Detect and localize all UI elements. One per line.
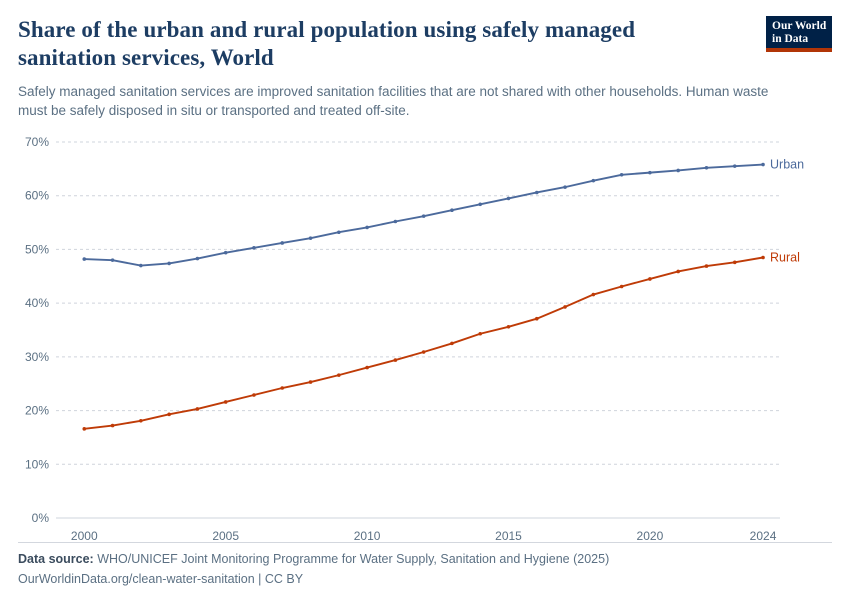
series-line-rural[interactable] [84,258,763,429]
data-point[interactable] [507,197,511,201]
owid-logo-line1: Our World [772,20,827,32]
series-label-rural[interactable]: Rural [770,250,800,265]
data-point[interactable] [280,242,284,246]
x-tick-label: 2020 [636,529,664,544]
data-point[interactable] [224,251,228,255]
data-point[interactable] [478,203,482,207]
data-point[interactable] [450,209,454,213]
data-point[interactable] [196,408,200,412]
y-tick-label: 60% [24,189,49,204]
series-end-labels [770,158,804,265]
data-point[interactable] [535,191,539,195]
data-point[interactable] [139,264,143,268]
y-tick-label: 70% [24,135,49,150]
page-title: Share of the urban and rural population using safely managed sanitation services, World [18,17,636,71]
data-point[interactable] [705,166,709,170]
x-tick-label: 2005 [212,529,240,544]
data-series [82,163,764,431]
data-point[interactable] [280,387,284,391]
data-point[interactable] [167,262,171,266]
data-point[interactable] [337,231,341,235]
footer-link[interactable]: OurWorldinData.org/clean-water-sanitation | CC BY [18,572,304,586]
data-point[interactable] [563,186,567,190]
chart-plot-area[interactable] [18,134,832,552]
data-point[interactable] [252,246,256,250]
data-point[interactable] [82,427,86,431]
y-tick-label: 20% [24,403,49,418]
x-tick-label: 2010 [353,529,381,544]
data-point[interactable] [309,381,313,385]
data-point[interactable] [167,413,171,417]
data-point[interactable] [648,278,652,282]
chart-subtitle: Safely managed sanitation services are improved sanitation facilities that are not shared with other households. Human waste must be safely disposed in situ or transported and treated off-site. [18,84,769,119]
data-point[interactable] [676,270,680,274]
data-point[interactable] [365,226,369,230]
data-point[interactable] [761,256,765,260]
data-point[interactable] [111,259,115,263]
data-point[interactable] [592,293,596,297]
data-point[interactable] [252,394,256,398]
data-point[interactable] [676,169,680,173]
data-point[interactable] [733,165,737,169]
series-label-urban[interactable]: Urban [770,157,805,172]
grid-lines [56,142,780,518]
x-tick-label: 2024 [749,529,777,544]
data-point[interactable] [139,419,143,423]
y-tick-label: 40% [24,296,49,311]
data-source-text: WHO/UNICEF Joint Monitoring Programme for Water Supply, Sanitation and Hygiene (2025) [97,552,610,566]
chart-footer [18,542,832,586]
data-point[interactable] [563,306,567,310]
data-point[interactable] [761,163,765,167]
y-tick-label: 30% [24,350,49,365]
x-tick-label: 2000 [70,529,98,544]
y-tick-label: 0% [31,511,49,526]
data-point[interactable] [365,366,369,370]
data-point[interactable] [309,237,313,241]
y-axis-tick-labels [25,135,49,525]
y-tick-label: 10% [24,457,49,472]
data-point[interactable] [620,285,624,289]
data-point[interactable] [620,173,624,177]
data-source-line [18,552,832,566]
data-point[interactable] [82,258,86,262]
data-point[interactable] [733,261,737,265]
data-point[interactable] [394,359,398,363]
data-point[interactable] [111,424,115,428]
owid-logo[interactable] [766,16,832,52]
data-point[interactable] [705,265,709,269]
chart-header [18,16,832,120]
owid-logo-line2: in Data [772,32,809,45]
data-point[interactable] [535,317,539,321]
y-tick-label: 50% [24,242,49,257]
data-point[interactable] [394,220,398,224]
data-point[interactable] [592,179,596,183]
data-point[interactable] [422,351,426,355]
x-tick-label: 2015 [495,529,522,544]
data-point[interactable] [450,342,454,346]
line-chart-svg [18,134,832,552]
data-point[interactable] [224,401,228,405]
data-point[interactable] [648,171,652,175]
data-point[interactable] [507,325,511,329]
data-point[interactable] [422,215,426,219]
data-point[interactable] [196,257,200,261]
data-point[interactable] [478,332,482,336]
data-point[interactable] [337,374,341,378]
data-source-label: Data source: [18,552,94,566]
